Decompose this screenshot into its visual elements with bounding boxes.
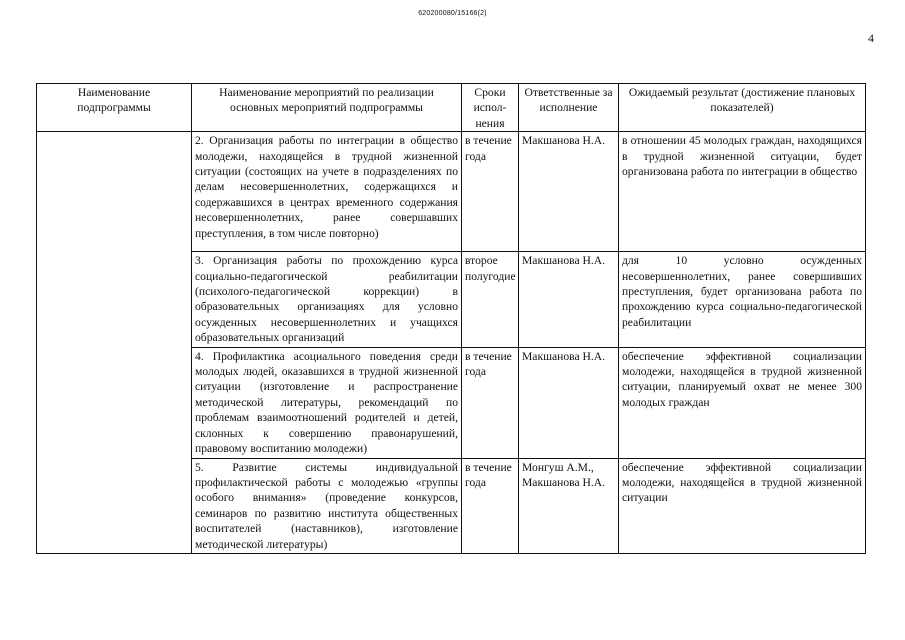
- cell-activity: 5. Развитие системы индивидуальной профилактической работы с молодежью «группы особого внимания» (проведение конкурсов, семинаров по развитию института общественных воспитателей (наставников), изготовление методической литературы): [192, 458, 462, 553]
- table-row: [37, 132, 866, 252]
- cell-activity: 2. Организация работы по интеграции в общество молодежи, находящейся в трудной жизненной ситуации (состоящих на учете в подразделениях по делам несовершеннолетних, содержащихся и содержавшихся в центрах временного содержания несовершеннолетних, ранее совершавших преступления, в том числе повторно): [192, 132, 462, 252]
- cell-term: в течение года: [462, 347, 519, 458]
- cell-activity: 4. Профилактика асоциального поведения среди молодых людей, оказавшихся в трудной жизненной ситуации (изготовление и распространение методической литературы, рекомендаций по проблемам взаимоотношений родителей и детей, склонных к совершению правонарушений, правовому воспитанию молодежи): [192, 347, 462, 458]
- cell-responsible: Монгуш А.М., Макшанова Н.А.: [519, 458, 619, 553]
- cell-subprogram: [37, 132, 192, 554]
- cell-responsible: Макшанова Н.А.: [519, 132, 619, 252]
- cell-term: второе полугодие: [462, 252, 519, 347]
- cell-responsible: Макшанова Н.А.: [519, 347, 619, 458]
- header-responsible: Ответственные за исполнение: [519, 84, 619, 132]
- header-term: Сроки испол-нения: [462, 84, 519, 132]
- document-id: 620200080/15166(2): [418, 10, 487, 17]
- cell-result: обеспечение эффективной социализации молодежи, находящейся в трудной жизненной ситуации: [619, 458, 866, 553]
- cell-result: обеспечение эффективной социализации молодежи, находящейся в трудной жизненной ситуации, планируемый охват не менее 300 молодых граждан: [619, 347, 866, 458]
- cell-result: для 10 условно осужденных несовершеннолетних, ранее совершивших преступления, будет организована работа по прохождению курса социально-педагогической реабилитации: [619, 252, 866, 347]
- page-number: 4: [868, 31, 874, 45]
- header-subprogram: Наименование подпрограммы: [37, 84, 192, 132]
- cell-result: в отношении 45 молодых граждан, находящихся в трудной жизненной ситуации, будет организована работа по интеграции в общество: [619, 132, 866, 252]
- cell-term: в течение года: [462, 132, 519, 252]
- header-activity: Наименование мероприятий по реализации основных мероприятий подпрограммы: [192, 84, 462, 132]
- cell-responsible: Макшанова Н.А.: [519, 252, 619, 347]
- activities-table: [36, 83, 866, 554]
- cell-term: в течение года: [462, 458, 519, 553]
- cell-activity: 3. Организация работы по прохождению курса социально-педагогической реабилитации (психолого-педагогической коррекции) в образовательных организациях для условно осужденных несовершеннолетних и учащихся образовательных организаций: [192, 252, 462, 347]
- table-header-row: [37, 84, 866, 132]
- header-result: Ожидаемый результат (достижение плановых показателей): [619, 84, 866, 132]
